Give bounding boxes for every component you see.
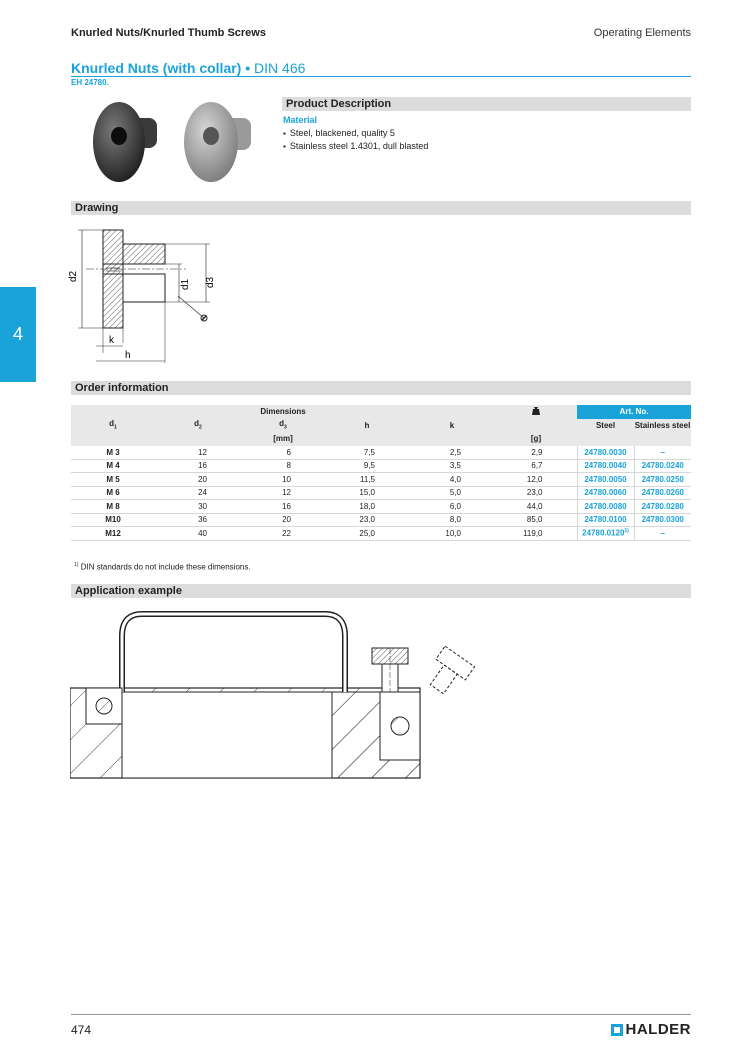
dimensions-label: Dimensions	[71, 405, 495, 419]
cell-g: 119,0	[495, 527, 577, 541]
cell-d1: M 3	[71, 446, 155, 460]
chapter-tab[interactable]: 4	[0, 287, 36, 382]
col-steel: Steel	[577, 419, 634, 433]
cell-d2: 30	[155, 500, 241, 514]
cell-k: 4,0	[409, 473, 495, 487]
application-example-heading: Application example	[71, 584, 691, 598]
art-no-label: Art. No.	[577, 405, 691, 419]
cell-g: 44,0	[495, 500, 577, 514]
cell-stainless[interactable]: 24780.0280	[634, 500, 691, 514]
col-d3: $d_3$	[241, 419, 325, 433]
cell-d3: 16	[241, 500, 325, 514]
cell-steel[interactable]: 24780.0060	[577, 486, 634, 500]
unit-g: [g]	[495, 432, 577, 446]
application-drawing	[70, 604, 490, 790]
cell-stainless[interactable]: 24780.0240	[634, 459, 691, 473]
cell-g: 12,0	[495, 473, 577, 487]
cell-g: 2,9	[495, 446, 577, 460]
header-section: Operating Elements	[593, 27, 691, 39]
table-footnote: $^{1)}$ DIN standards do not include these dimensions.	[74, 562, 251, 572]
cell-d2: 24	[155, 486, 241, 500]
cell-d1: M 6	[71, 486, 155, 500]
col-weight	[495, 419, 577, 433]
col-stainless: Stainless steel	[634, 419, 691, 433]
material-item: ▪ Stainless steel 1.4301, dull blasted	[283, 140, 428, 153]
cell-h: 9,5	[325, 459, 409, 473]
cell-steel[interactable]: 24780.0120$^{1)}$	[577, 527, 634, 541]
table-header-row	[71, 405, 691, 419]
cell-d1: M 4	[71, 459, 155, 473]
label-d3: d3	[205, 276, 216, 288]
cell-h: 23,0	[325, 513, 409, 527]
cell-k: 6,0	[409, 500, 495, 514]
cell-k: 2,5	[409, 446, 495, 460]
cell-steel[interactable]: 24780.0050	[577, 473, 634, 487]
brand-logo: HALDER	[611, 1021, 692, 1038]
cell-d3: 6	[241, 446, 325, 460]
label-k: k	[109, 335, 114, 346]
cell-d3: 12	[241, 486, 325, 500]
cell-stainless[interactable]: 24780.0250	[634, 473, 691, 487]
table-row	[71, 473, 691, 487]
cell-g: 85,0	[495, 513, 577, 527]
material-label: Material	[283, 115, 318, 125]
cell-d2: 36	[155, 513, 241, 527]
table-row	[71, 459, 691, 473]
drawing-heading: Drawing	[71, 201, 691, 215]
product-code: EH 24780.	[71, 78, 109, 87]
cell-d2: 12	[155, 446, 241, 460]
product-photos	[85, 96, 265, 188]
cell-d2: 16	[155, 459, 241, 473]
footer-divider	[71, 1014, 691, 1015]
stainless-nut-photo	[184, 102, 251, 182]
title-din: DIN 466	[254, 60, 306, 76]
table-row	[71, 486, 691, 500]
cell-d3: 22	[241, 527, 325, 541]
cell-k: 8,0	[409, 513, 495, 527]
cell-stainless[interactable]: 24780.0300	[634, 513, 691, 527]
cell-stainless[interactable]: –	[634, 527, 691, 541]
cell-d3: 8	[241, 459, 325, 473]
table-row	[71, 513, 691, 527]
material-list	[283, 127, 428, 153]
table-row	[71, 500, 691, 514]
cell-g: 23,0	[495, 486, 577, 500]
cell-d1: M 5	[71, 473, 155, 487]
label-d2: d2	[68, 270, 79, 282]
cell-steel[interactable]: 24780.0100	[577, 513, 634, 527]
title-divider	[71, 76, 691, 77]
cell-h: 15,0	[325, 486, 409, 500]
cell-k: 10,0	[409, 527, 495, 541]
cell-h: 25,0	[325, 527, 409, 541]
product-description-heading: Product Description	[282, 97, 691, 111]
technical-drawing	[66, 218, 236, 368]
unit-mm: [mm]	[71, 432, 495, 446]
col-d1: $d_1$	[71, 419, 155, 433]
header-category: Knurled Nuts/Knurled Thumb Screws	[71, 27, 266, 39]
cell-d3: 20	[241, 513, 325, 527]
weight-icon	[495, 405, 577, 419]
table-row	[71, 527, 691, 541]
cell-d1: M 8	[71, 500, 155, 514]
cell-h: 7,5	[325, 446, 409, 460]
order-information-heading: Order information	[71, 381, 691, 395]
col-k: k	[409, 419, 495, 433]
material-item: ▪ Steel, blackened, quality 5	[283, 127, 428, 140]
label-h: h	[125, 350, 131, 361]
col-d2: $d_2$	[155, 419, 241, 433]
label-d1: d1	[180, 278, 191, 290]
page-title	[71, 60, 305, 76]
cell-d1: M10	[71, 513, 155, 527]
col-h: h	[325, 419, 409, 433]
title-main: Knurled Nuts (with collar) •	[71, 60, 251, 76]
brand-mark-icon	[611, 1024, 623, 1036]
cell-g: 6,7	[495, 459, 577, 473]
order-table	[71, 405, 691, 541]
cell-d1: M12	[71, 527, 155, 541]
cell-stainless[interactable]: 24780.0260	[634, 486, 691, 500]
cell-stainless[interactable]: –	[634, 446, 691, 460]
table-unit-row	[71, 432, 691, 446]
cell-d3: 10	[241, 473, 325, 487]
cell-steel[interactable]: 24780.0080	[577, 500, 634, 514]
cell-k: 5,0	[409, 486, 495, 500]
table-row	[71, 446, 691, 460]
cell-steel[interactable]: 24780.0040	[577, 459, 634, 473]
cell-h: 18,0	[325, 500, 409, 514]
cell-k: 3,5	[409, 459, 495, 473]
cell-h: 11,5	[325, 473, 409, 487]
table-subheader-row	[71, 419, 691, 433]
page-number: 474	[71, 1023, 92, 1037]
cell-steel[interactable]: 24780.0030	[577, 446, 634, 460]
steel-nut-photo	[93, 102, 157, 182]
cell-d2: 20	[155, 473, 241, 487]
cell-d2: 40	[155, 527, 241, 541]
